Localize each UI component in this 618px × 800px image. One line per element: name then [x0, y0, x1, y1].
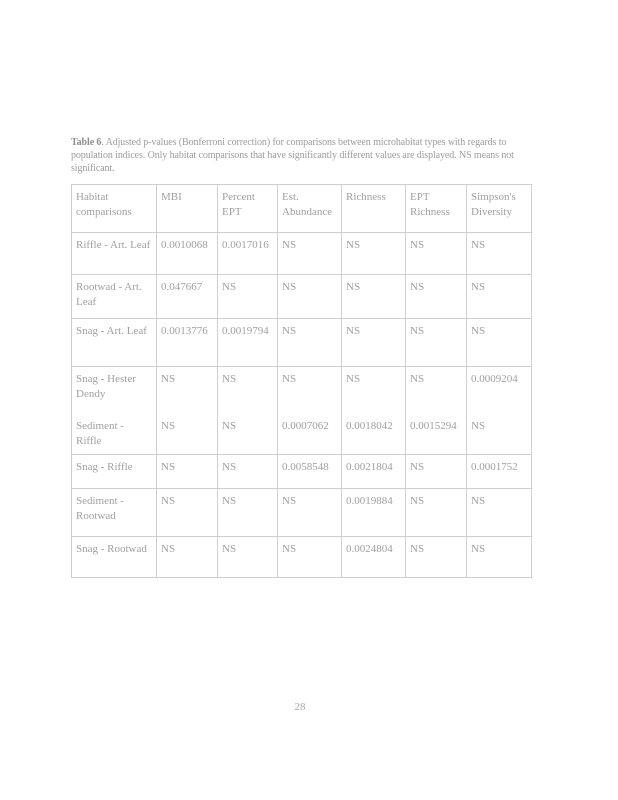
header-cell: Simpson's Diversity — [467, 185, 532, 233]
table-cell: NS — [278, 233, 342, 275]
table-row — [72, 233, 532, 275]
table-cell: 0.0021804 — [342, 455, 406, 489]
table-row — [72, 319, 532, 367]
table-cell: NS — [157, 367, 218, 414]
table-cell: 0.0017016 — [218, 233, 278, 275]
table-cell: NS — [218, 489, 278, 537]
header-cell: Percent EPT — [218, 185, 278, 233]
table-cell: Sediment - Rootwad — [72, 489, 157, 537]
table-row — [72, 537, 532, 578]
table-cell: NS — [278, 319, 342, 367]
table-cell: Sediment - Riffle — [72, 414, 157, 455]
table-cell: 0.0013776 — [157, 319, 218, 367]
header-cell: Richness — [342, 185, 406, 233]
table-cell: NS — [342, 367, 406, 414]
table-cell: NS — [406, 233, 467, 275]
table-cell: Snag - Rootwad — [72, 537, 157, 578]
table-cell: NS — [157, 414, 218, 455]
table-cell: NS — [342, 319, 406, 367]
table-cell: 0.0058548 — [278, 455, 342, 489]
table-cell: NS — [218, 367, 278, 414]
table-cell: NS — [467, 319, 532, 367]
table-row — [72, 367, 532, 414]
table-row — [72, 275, 532, 319]
table-cell: 0.0018042 — [342, 414, 406, 455]
table-caption — [71, 136, 531, 175]
table-cell: Snag - Hester Dendy — [72, 367, 157, 414]
table-cell: Snag - Art. Leaf — [72, 319, 157, 367]
table-cell: NS — [342, 275, 406, 319]
caption-text: . Adjusted p-values (Bonferroni correction) for comparisons between microhabitat types with regards to population indices. Only habitat comparisons that have significantly different values are displayed. NS means not significant. — [71, 137, 514, 174]
table-cell: NS — [467, 537, 532, 578]
table-cell: NS — [406, 367, 467, 414]
table-cell: NS — [157, 537, 218, 578]
table-row — [72, 414, 532, 455]
table-cell: NS — [467, 489, 532, 537]
header-cell: Est. Abundance — [278, 185, 342, 233]
table-row — [72, 489, 532, 537]
header-cell: MBI — [157, 185, 218, 233]
table-cell: 0.0024804 — [342, 537, 406, 578]
table-cell: Snag - Riffle — [72, 455, 157, 489]
table-cell: Riffle - Art. Leaf — [72, 233, 157, 275]
table-cell: 0.0009204 — [467, 367, 532, 414]
table-cell: NS — [467, 233, 532, 275]
header-cell: Habitat comparisons — [72, 185, 157, 233]
table-cell: NS — [342, 233, 406, 275]
caption-label: Table 6 — [71, 137, 102, 148]
table-cell: NS — [467, 275, 532, 319]
table-cell: 0.0007062 — [278, 414, 342, 455]
table-cell: NS — [406, 275, 467, 319]
table-cell: 0.0019794 — [218, 319, 278, 367]
p-values-table — [71, 184, 532, 578]
table-cell: NS — [406, 455, 467, 489]
table-cell: NS — [157, 455, 218, 489]
table-cell: 0.0019884 — [342, 489, 406, 537]
table-cell: NS — [467, 414, 532, 455]
page-number: 28 — [294, 701, 306, 713]
table-cell: NS — [218, 275, 278, 319]
table-cell: NS — [278, 537, 342, 578]
table-cell: NS — [218, 414, 278, 455]
header-row — [72, 185, 532, 233]
header-cell: EPT Richness — [406, 185, 467, 233]
table-cell: NS — [218, 455, 278, 489]
table-cell: 0.047667 — [157, 275, 218, 319]
table-cell: NS — [157, 489, 218, 537]
table-cell: Rootwad - Art. Leaf — [72, 275, 157, 319]
table-cell: 0.0001752 — [467, 455, 532, 489]
table-cell: NS — [406, 319, 467, 367]
table-cell: NS — [406, 537, 467, 578]
table-cell: NS — [278, 275, 342, 319]
table-cell: 0.0015294 — [406, 414, 467, 455]
table-cell: NS — [218, 537, 278, 578]
table-cell: NS — [406, 489, 467, 537]
table-cell: 0.0010068 — [157, 233, 218, 275]
table-row — [72, 455, 532, 489]
table-cell: NS — [278, 489, 342, 537]
table-cell: NS — [278, 367, 342, 414]
